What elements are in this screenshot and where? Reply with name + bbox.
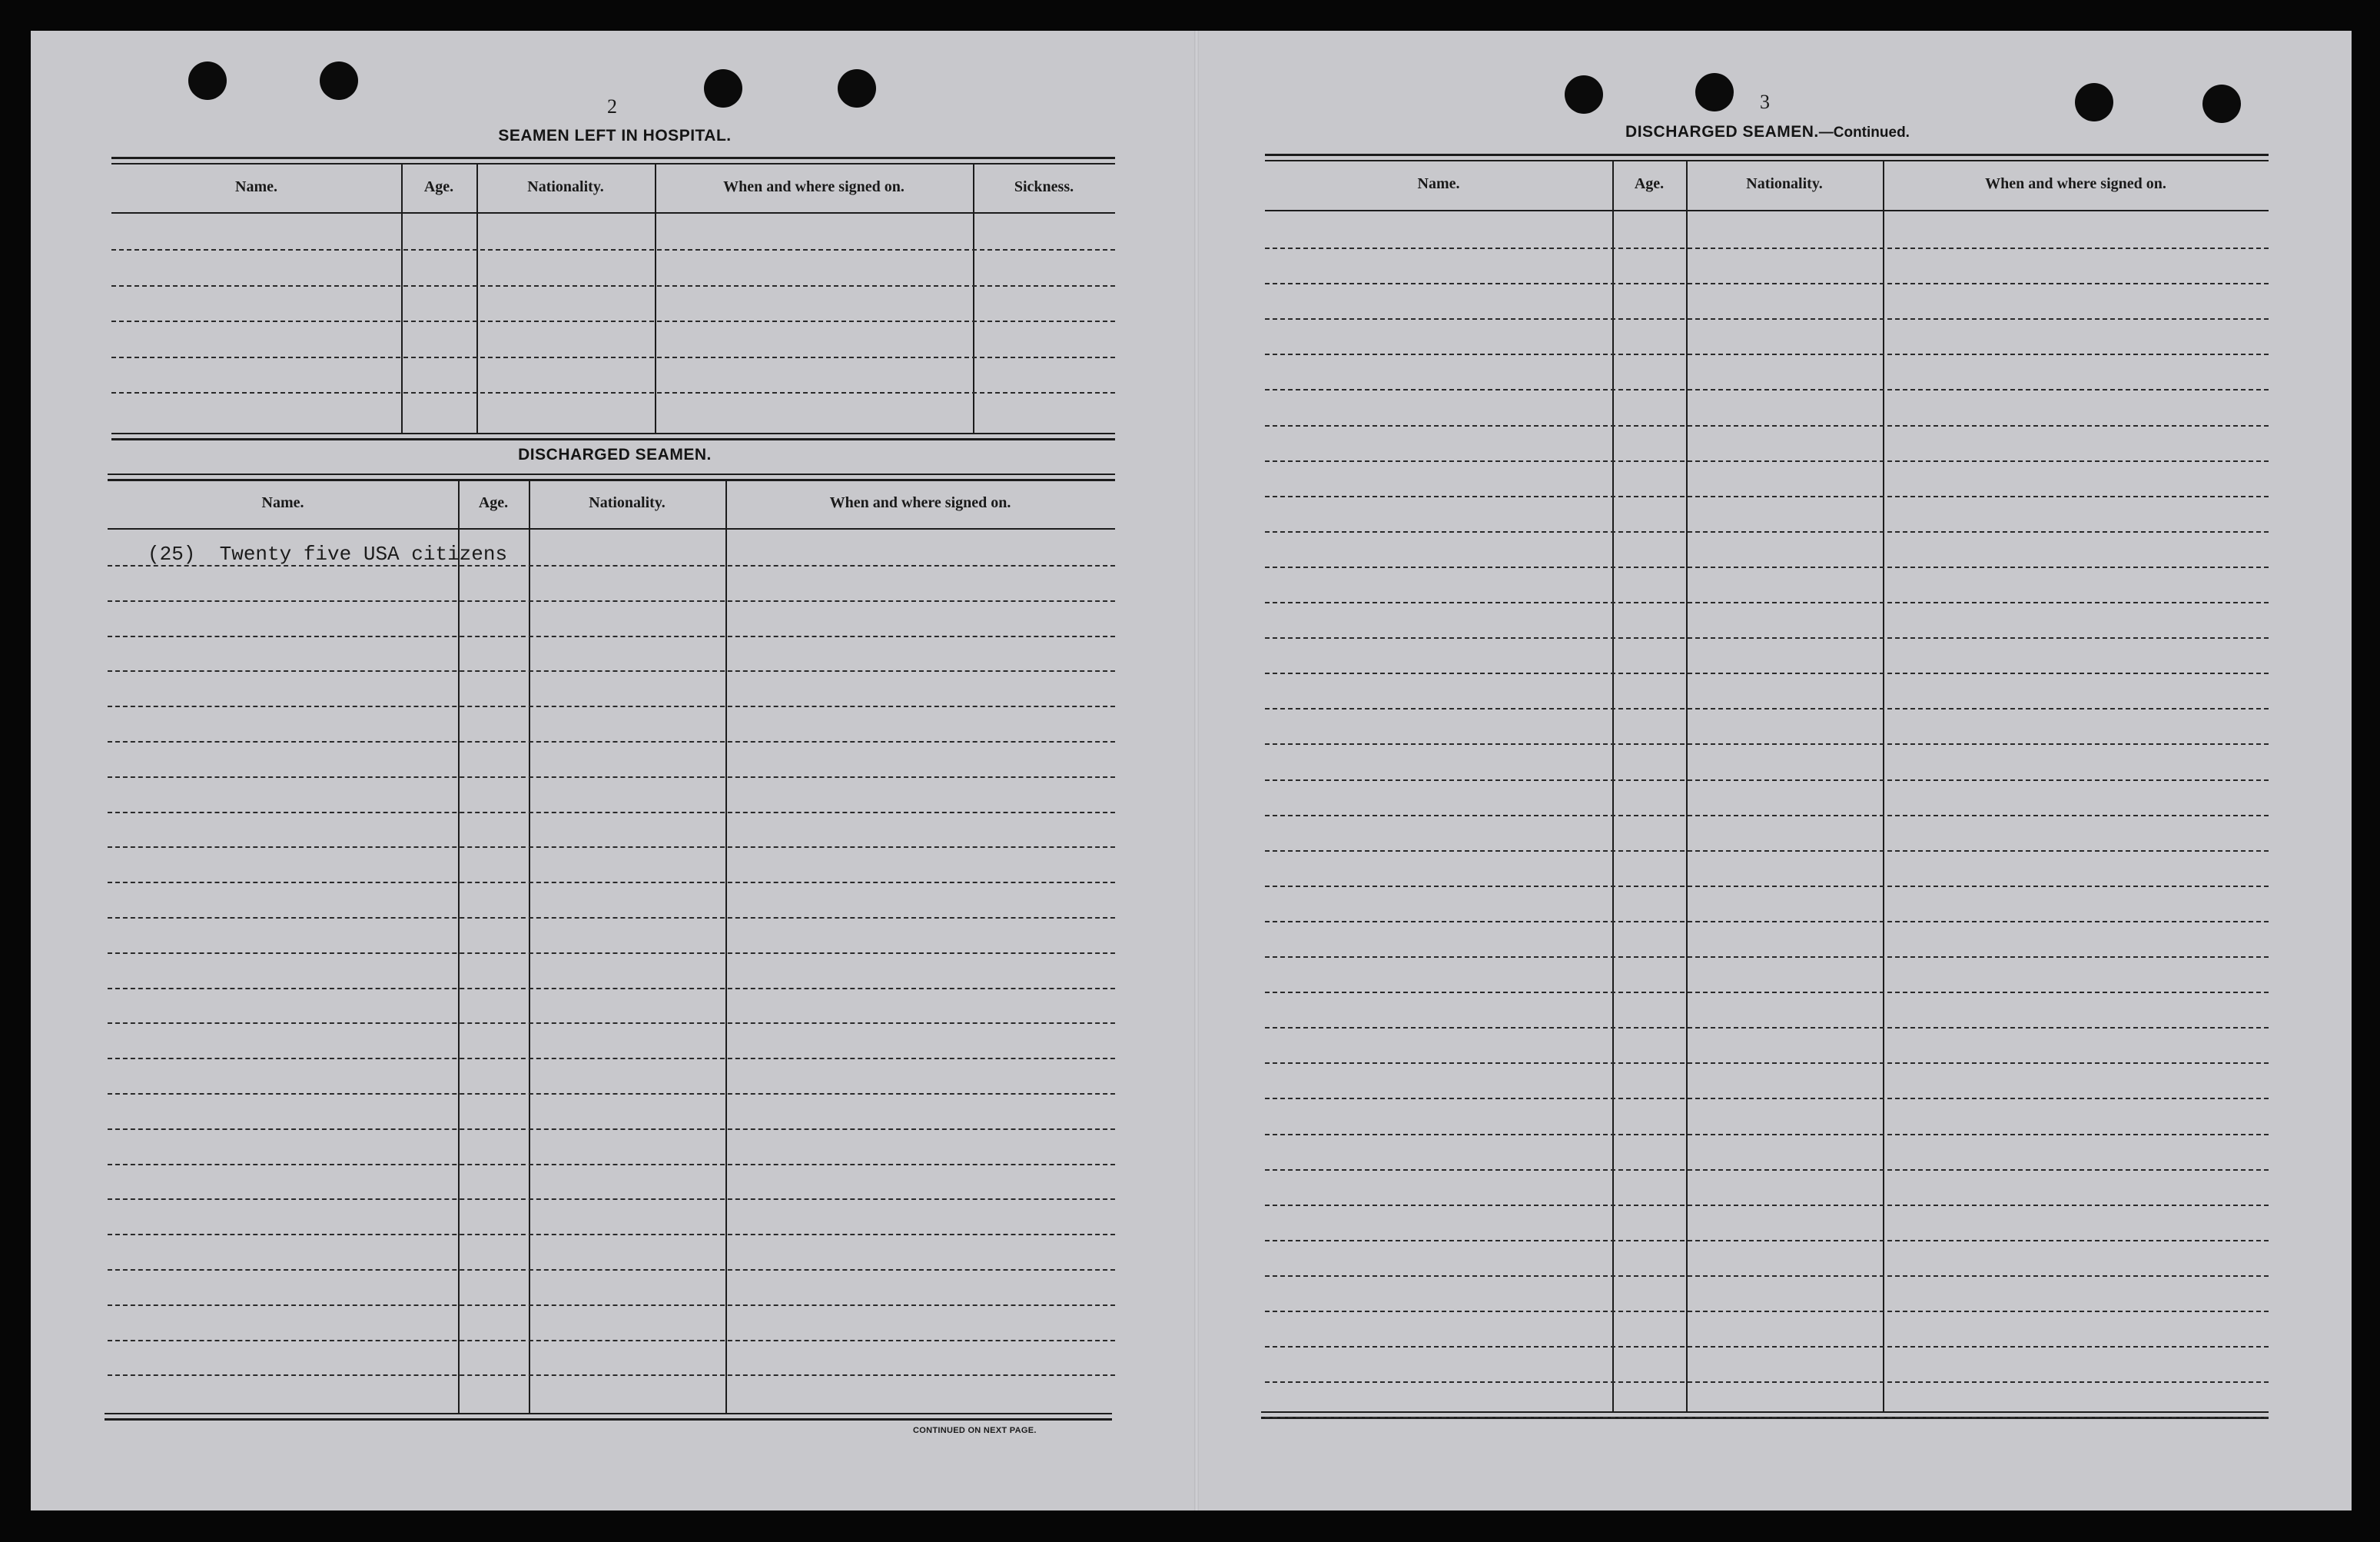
discharged-header-rule [108,528,1115,530]
ruled-line [1265,1205,2269,1206]
column-header-age: Age. [1634,175,1665,192]
ruled-line [1265,1381,2269,1383]
ruled-line [1265,1027,2269,1029]
punch-hole [2202,85,2241,123]
column-divider [725,481,727,1413]
ruled-line [1265,567,2269,568]
continued-note: CONTINUED ON NEXT PAGE. [913,1426,1037,1435]
ruled-line [108,1374,1115,1376]
ruled-line [108,1234,1115,1235]
column-header-signed-on: When and where signed on. [829,494,1011,511]
ruled-line [1265,850,2269,852]
column-divider [458,481,460,1413]
ruled-line [108,670,1115,672]
ruled-line [1265,602,2269,603]
discharged-table-top-rule [108,474,1115,475]
ruled-line [1265,1275,2269,1277]
ruled-line [1265,1134,2269,1135]
ruled-line [108,846,1115,848]
ruled-line [1265,354,2269,355]
column-divider [1686,161,1688,1411]
ruled-line [1265,1240,2269,1241]
column-header-nationality: Nationality. [1746,175,1823,192]
ruled-line [111,321,1115,322]
ruled-line [1265,460,2269,462]
ruled-line [111,249,1115,251]
ruled-line [108,1128,1115,1130]
ruled-line [1265,886,2269,887]
ruled-line [1265,956,2269,958]
column-header-sickness: Sickness. [1014,178,1074,195]
column-header-name: Name. [235,178,277,195]
discharged-table-bottom-rule [105,1413,1112,1414]
ruled-line [108,1340,1115,1341]
punch-hole [2075,83,2113,121]
discharged-table-bottom-rule [105,1418,1112,1421]
hospital-table-bottom-rule [111,433,1115,434]
column-header-name: Name. [261,494,304,511]
column-header-signed-on: When and where signed on. [1985,175,2166,192]
column-divider [529,481,530,1413]
ruled-line [1265,248,2269,249]
ruled-line [1265,1311,2269,1312]
column-header-nationality: Nationality. [527,178,604,195]
ruled-line [1265,389,2269,390]
ruled-line [1265,1062,2269,1064]
right-table-bottom-rule [1261,1411,2269,1413]
document-sheet [31,31,2352,1510]
ruled-line [1265,743,2269,745]
hospital-header-rule [111,212,1115,214]
discharged-section-title: DISCHARGED SEAMEN. [518,446,712,464]
column-header-age: Age. [423,178,454,195]
ruled-line [108,1164,1115,1165]
section-title-main: DISCHARGED SEAMEN. [1625,123,1819,141]
ruled-line [1265,1346,2269,1348]
page-fold [1194,31,1199,1510]
ruled-line [108,882,1115,883]
hospital-table-top-rule [111,163,1115,165]
typed-entry: (25) Twenty five USA citizens [148,543,508,566]
ruled-line [108,1093,1115,1095]
ruled-line [1265,1169,2269,1171]
ruled-line [108,1058,1115,1059]
ruled-line [1265,1417,2269,1418]
ruled-line [111,285,1115,287]
discharged-continued-title [1460,123,2075,141]
discharged-table-top-rule [108,479,1115,481]
section-title-suffix: —Continued. [1818,125,1910,141]
ruled-line [1265,425,2269,427]
ruled-line [1265,779,2269,781]
punch-hole [704,69,742,108]
right-header-rule [1265,210,2269,211]
right-table-top-rule [1265,154,2269,156]
punch-hole [1565,75,1603,114]
page-number-right: 3 [1760,91,1770,113]
ruled-line [108,917,1115,919]
column-divider [1612,161,1614,1411]
ruled-line [108,706,1115,707]
ruled-line [1265,1098,2269,1099]
ruled-line [108,1304,1115,1306]
ruled-line [108,1269,1115,1271]
ruled-line [1265,531,2269,533]
ruled-line [108,636,1115,637]
punch-hole [838,69,876,108]
column-header-name: Name. [1417,175,1460,192]
page-number-left: 2 [607,95,617,118]
right-table-top-rule [1265,160,2269,161]
column-header-signed-on: When and where signed on. [723,178,905,195]
ruled-line [108,988,1115,989]
ruled-line [108,600,1115,602]
ruled-line [1265,496,2269,497]
ruled-line [1265,637,2269,639]
ruled-line [108,565,1115,567]
ruled-line [1265,708,2269,710]
punch-hole [320,61,358,100]
punch-hole [1695,73,1734,111]
ruled-line [1265,283,2269,284]
ruled-line [108,812,1115,813]
ruled-line [108,952,1115,954]
ruled-line [1265,992,2269,993]
column-header-nationality: Nationality. [589,494,666,511]
column-header-age: Age. [478,494,509,511]
ruled-line [1265,921,2269,922]
column-divider [1883,161,1884,1411]
ruled-line [1265,815,2269,816]
ruled-line [108,741,1115,743]
hospital-section-title: SEAMEN LEFT IN HOSPITAL. [498,127,732,145]
punch-hole [188,61,227,100]
hospital-table-bottom-rule [111,438,1115,440]
ruled-line [1265,318,2269,320]
ruled-line [1265,673,2269,674]
ruled-line [108,1022,1115,1024]
ruled-line [111,392,1115,394]
ruled-line [108,776,1115,778]
hospital-table-top-rule [111,157,1115,159]
ruled-line [108,1198,1115,1200]
ruled-line [111,357,1115,358]
